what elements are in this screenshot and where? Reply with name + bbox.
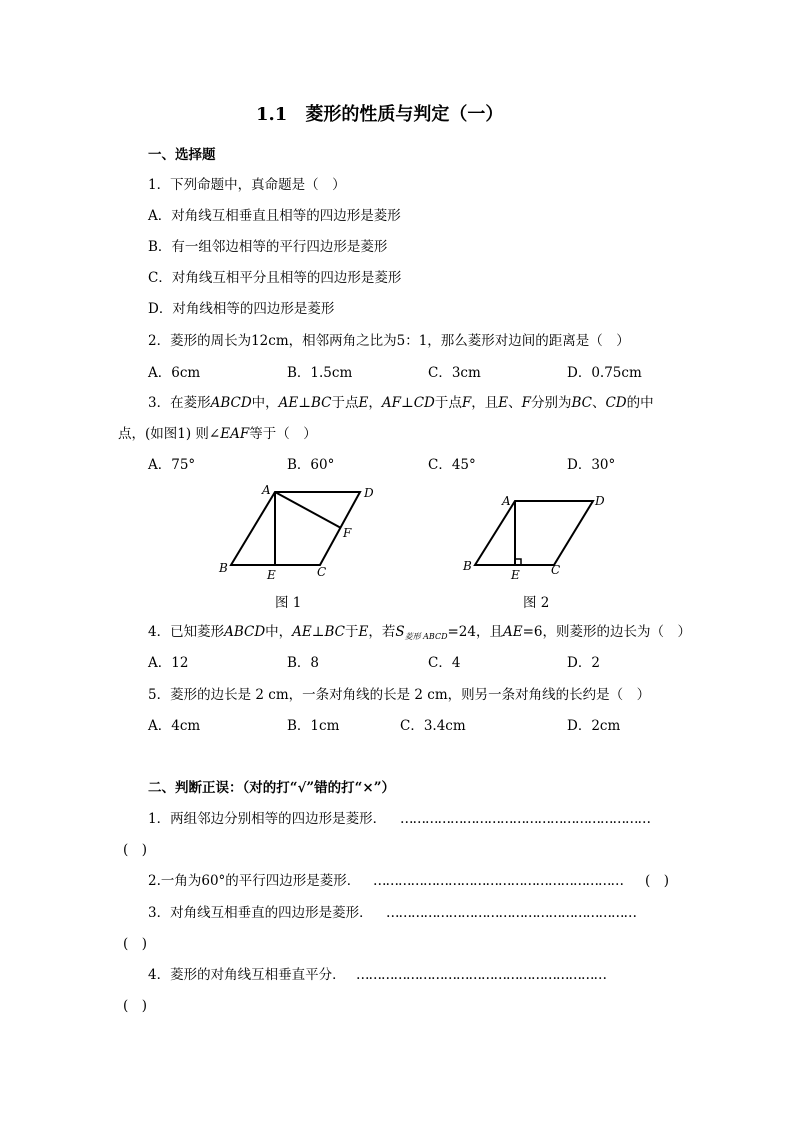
tf4-dot-leader: …………………………………………………… <box>356 967 606 983</box>
q4-option-a: A．12 <box>148 655 189 671</box>
q2-stem: 2．菱形的周长为12cm，相邻两角之比为5：1，那么菱形对边间的距离是（ ） <box>148 333 630 349</box>
fig1-label-e: E <box>267 568 276 582</box>
q2-option-a: A．6cm <box>148 365 201 381</box>
section-true-false-heading: 二、判断正误：（对的打“√”错的打“×”） <box>148 780 395 796</box>
q5-stem: 5．菱形的边长是 2 cm，一条对角线的长是 2 cm，则另一条对角线的长约是（ ） <box>148 687 651 703</box>
q5-option-d: D．2cm <box>567 718 621 734</box>
q5-option-b: B．1cm <box>287 718 340 734</box>
q1-option-b: B．有一组邻边相等的平行四边形是菱形 <box>148 239 388 255</box>
tf3-dot-leader: …………………………………………………… <box>386 905 636 921</box>
tf1-statement: 1．两组邻边分别相等的四边形是菱形． <box>148 811 387 827</box>
figure-1-caption: 图 1 <box>275 595 302 611</box>
tf2-statement: 2.一角为60°的平行四边形是菱形． <box>148 873 361 889</box>
q4-stem: 4．已知菱形ABCD中，AE⊥BC于E，若$S_{菱形 ABCD}=24$，且AE=6，则菱形的边长为（ ） <box>148 624 692 641</box>
fig2-label-a: A <box>502 494 511 508</box>
fig2-label-c: C <box>551 563 561 577</box>
figure-1-rhombus <box>210 478 385 588</box>
section-choice-heading: 一、选择题 <box>148 147 216 163</box>
q1-option-c: C．对角线互相平分且相等的四边形是菱形 <box>148 270 402 286</box>
q5-option-a: A．4cm <box>148 718 201 734</box>
q2-option-c: C．3cm <box>428 365 481 381</box>
tf3-statement: 3．对角线互相垂直的四边形是菱形． <box>148 905 373 921</box>
tf2-dot-leader: …………………………………………………… <box>373 873 623 889</box>
fig1-label-b: B <box>219 561 228 575</box>
tf4-answer-blank[interactable]: ( ) <box>123 998 148 1014</box>
figure-2-caption: 图 2 <box>523 595 550 611</box>
q3-stem-line1: 3．在菱形ABCD中，AE⊥BC于点E，AF⊥CD于点F，且E、F分别为BC、CD的中 <box>148 395 654 411</box>
q3-stem-line2: 点，(如图1) 则∠EAF等于（ ） <box>118 426 317 442</box>
page-title <box>256 106 503 124</box>
q4-option-d: D．2 <box>567 655 600 671</box>
tf1-dot-leader: …………………………………………………… <box>400 811 650 827</box>
q4-option-c: C．4 <box>428 655 461 671</box>
title-text: 菱形的性质与判定（一） <box>305 104 504 125</box>
q5-option-c: C．3.4cm <box>400 718 466 734</box>
q3-option-c: C．45° <box>428 457 476 473</box>
tf2-answer-blank[interactable]: ( ) <box>645 873 670 889</box>
fig2-label-b: B <box>463 559 472 573</box>
fig2-label-d: D <box>595 494 605 508</box>
fig1-label-a: A <box>262 483 271 497</box>
tf1-answer-blank[interactable]: ( ) <box>123 842 148 858</box>
q1-stem: 1．下列命题中，真命题是（ ） <box>148 177 346 193</box>
fig1-label-c: C <box>317 565 327 579</box>
q3-option-d: D．30° <box>567 457 616 473</box>
title-number: 1.1 <box>256 104 288 125</box>
tf3-answer-blank[interactable]: ( ) <box>123 936 148 952</box>
q4-option-b: B．8 <box>287 655 320 671</box>
fig2-rhombus-outline <box>475 501 593 565</box>
q1-option-a: A．对角线互相垂直且相等的四边形是菱形 <box>148 208 401 224</box>
q1-option-d: D．对角线相等的四边形是菱形 <box>148 301 335 317</box>
fig2-label-e: E <box>511 568 520 582</box>
q2-option-b: B．1.5cm <box>287 365 353 381</box>
fig1-label-f: F <box>343 526 352 540</box>
fig1-segment-af <box>275 492 341 528</box>
fig1-label-d: D <box>364 486 374 500</box>
tf4-statement: 4．菱形的对角线互相垂直平分． <box>148 967 346 983</box>
q3-option-b: B．60° <box>287 457 335 473</box>
figure-2-rhombus <box>455 485 615 585</box>
q3-option-a: A．75° <box>148 457 196 473</box>
q2-option-d: D．0.75cm <box>567 365 642 381</box>
